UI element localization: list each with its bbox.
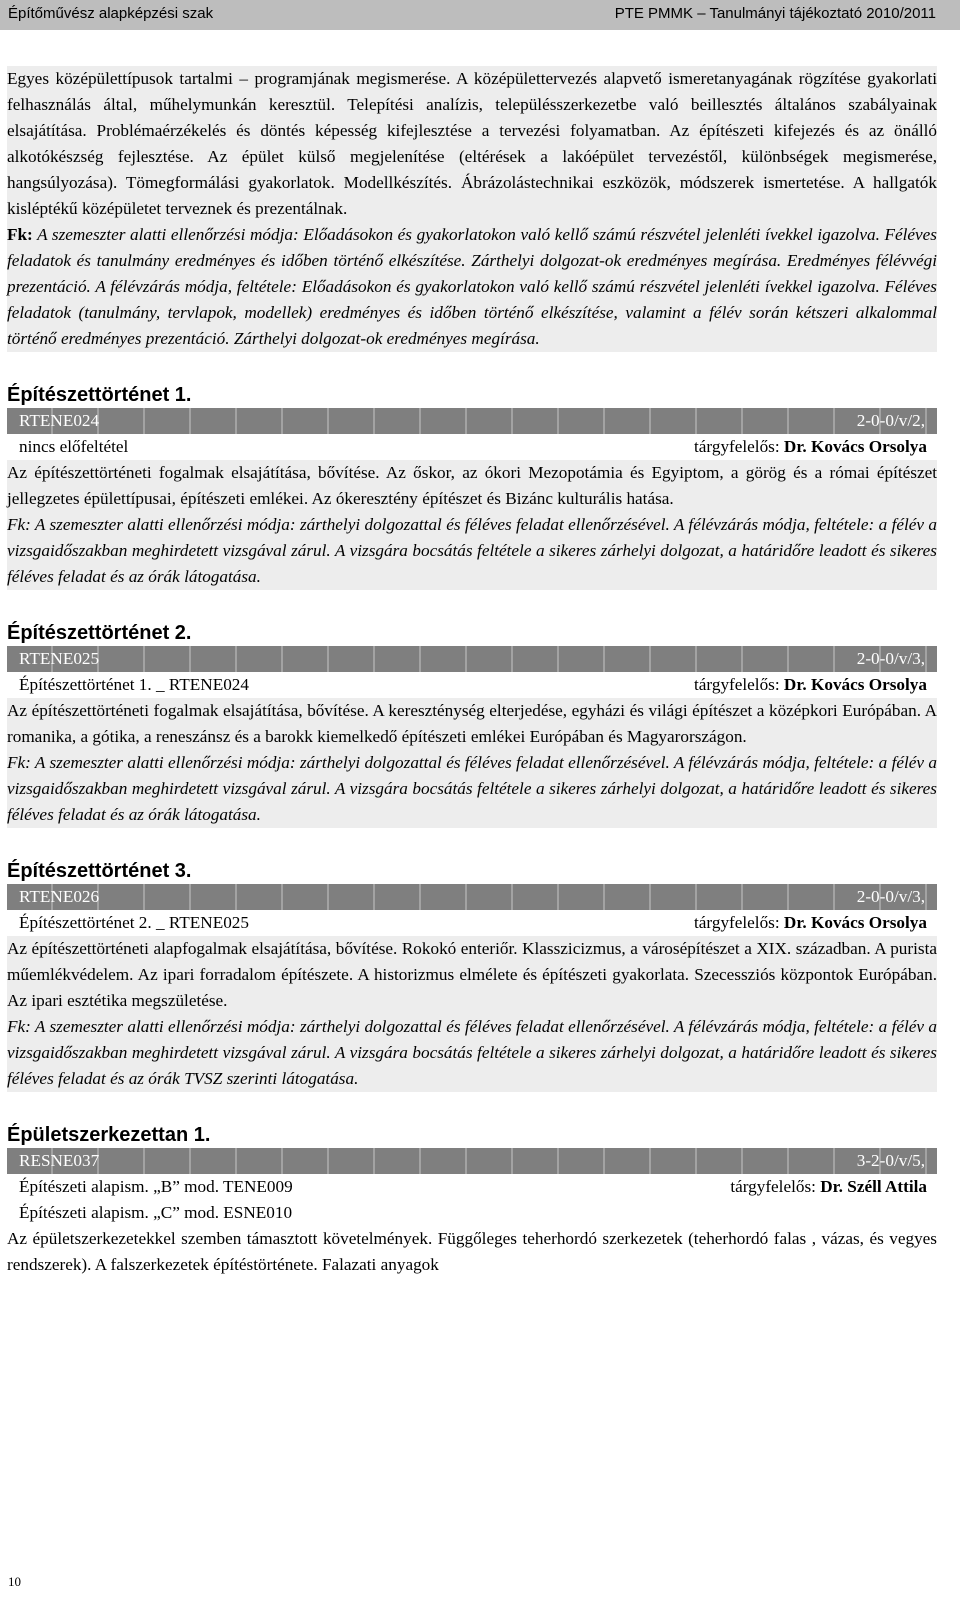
course-code: RTENE026	[19, 887, 100, 906]
prereq-row-2	[7, 1200, 937, 1226]
page-header	[0, 0, 960, 30]
course	[7, 858, 937, 1092]
course-code-bar	[7, 408, 937, 434]
resp-label: tárgyfelelős:	[694, 675, 784, 694]
course-prereq: Építészettörténet 1. _ RTENE024	[19, 675, 249, 694]
resp-name: Dr. Széll Attila	[820, 1177, 927, 1196]
course-prereq: Építészeti alapism. „B” mod. TENE009	[19, 1177, 293, 1196]
intro-text: Egyes középülettípusok tartalmi – programjának megismerése. A középülettervezés alapvető ismeretanyagának rögzítése gyakorlati felhasználás által, műhelymunkán keresztül. Telepítési analízis, településszerkezetbe való beillesztés általános szabályainak elsajátítása. Problémaérzékelés és döntés képesség kifejlesztése a tervezési folyamatban. Az építészeti kifejezés és az önálló alkotókészség fejlesztése. Az épület külső megjelenítése (eltérések a lakóépület tervezéstől, különbségek megismerése, hangsúlyozása). Tömegformálási gyakorlatok. Modellkészítés. Ábrázolástechnikai eszközök, módszerek ismertetése. A hallgatók kisléptékű középületet terveznek és prezentálnak.	[7, 69, 937, 218]
prereq-row	[7, 672, 937, 698]
course	[7, 1122, 937, 1278]
prereq-row	[7, 1174, 937, 1200]
course	[7, 620, 937, 828]
resp-name: Dr. Kovács Orsolya	[783, 675, 927, 694]
course-desc-block	[7, 1226, 937, 1278]
course-description: Az építészettörténeti fogalmak elsajátítása, bővítése. Az őskor, az ókori Mezopotámia és Egyiptom, a görög és a római építészet jellegzetes épülettípusai, építészeti emlékei. Az ókeresztény építészet és Bizánc kulturális hatása.	[7, 463, 937, 508]
course-code-bar	[7, 1148, 937, 1174]
course-title: Épületszerkezettan 1.	[7, 1124, 211, 1146]
page-content	[7, 66, 937, 1278]
course-code: RTENE025	[19, 649, 100, 668]
fk-label: Fk:	[7, 225, 33, 244]
resp-name: Dr. Kovács Orsolya	[783, 437, 927, 456]
intro-block	[7, 66, 937, 352]
course-description: Az építészettörténeti alapfogalmak elsajátítása, bővítése. Rokokó enteriőr. Klasszicizmus, a városépítészet a XIX. században. A purista műemlékvédelem. Az ipari forradalom építészete. A historizmus elmélete és építészeti gyakorlata. Szecessziós központok Európában. Az ipari esztétika megszületése.	[7, 939, 937, 1010]
course-desc-block	[7, 936, 937, 1092]
resp-label: tárgyfelelős:	[694, 913, 784, 932]
course-prereq-2: Építészeti alapism. „C” mod. ESNE010	[19, 1203, 293, 1222]
course-title: Építészettörténet 3.	[7, 860, 192, 882]
course-code: RTENE024	[19, 411, 100, 430]
course-responsible	[694, 910, 927, 936]
course-fk: Fk: A szemeszter alatti ellenőrzési módja: zárthelyi dolgozattal és féléves feladat ellenőrzésével. A félévzárás módja, feltétele: a félév a vizsgaidőszakban meghirdetett vizsgával zárul. A vizsgára bocsátás feltétele a sikeres zárhelyi dolgozat, a határidőre leadott és sikeres féléves feladat és az órák látogatása.	[7, 515, 937, 586]
course-code-bar	[7, 646, 937, 672]
course-description: Az épületszerkezetekkel szemben támasztott követelmények. Függőleges teherhordó szerkezetek (teherhordó falas , vázas, és vegyes rendszerek). A falszerkezetek építéstörténete. Falazati anyagok	[7, 1229, 937, 1274]
prereq-row	[7, 434, 937, 460]
course-responsible	[694, 434, 927, 460]
course-title: Építészettörténet 1.	[7, 384, 192, 406]
course-code: RESNE037	[19, 1151, 100, 1170]
course-credits: 3-2-0/v/5,	[856, 1151, 925, 1170]
course-desc-block	[7, 460, 937, 590]
course-code-bar	[7, 884, 937, 910]
course-prereq: nincs előfeltétel	[19, 437, 129, 456]
course-description: Az építészettörténeti fogalmak elsajátítása, bővítése. A kereszténység elterjedése, egyházi és világi építészet a középkori Európában. A romanika, a gótika, a reneszánsz és a barokk kiemelkedő építészeti emlékei Európában és Magyarországon.	[7, 701, 937, 746]
course-credits: 2-0-0/v/3,	[856, 887, 925, 906]
course-prereq: Építészettörténet 2. _ RTENE025	[19, 913, 249, 932]
course-responsible	[694, 672, 927, 698]
course-credits: 2-0-0/v/2,	[856, 411, 925, 430]
resp-name: Dr. Kovács Orsolya	[783, 913, 927, 932]
course	[7, 382, 937, 590]
intro-fk	[7, 222, 937, 352]
header-right: PTE PMMK – Tanulmányi tájékoztató 2010/2011	[614, 5, 936, 22]
prereq-row	[7, 910, 937, 936]
course-fk: Fk: A szemeszter alatti ellenőrzési módja: zárthelyi dolgozattal és féléves feladat ellenőrzésével. A félévzárás módja, feltétele: a félév a vizsgaidőszakban meghirdetett vizsgával zárul. A vizsgára bocsátás feltétele a sikeres zárhelyi dolgozat, a határidőre leadott és sikeres féléves feladat és az órák TVSZ szerinti látogatása.	[7, 1017, 937, 1088]
course-credits: 2-0-0/v/3,	[856, 649, 925, 668]
course-desc-block	[7, 698, 937, 828]
page-number: 10	[8, 1574, 21, 1589]
course-responsible	[730, 1174, 927, 1200]
resp-label: tárgyfelelős:	[730, 1177, 821, 1196]
course-fk: Fk: A szemeszter alatti ellenőrzési módja: zárthelyi dolgozattal és féléves feladat ellenőrzésével. A félévzárás módja, feltétele: a félév a vizsgaidőszakban meghirdetett vizsgával zárul. A vizsgára bocsátás feltétele a sikeres zárhelyi dolgozat, a határidőre leadott és sikeres féléves feladat és az órák látogatása.	[7, 753, 937, 824]
header-left: Építőművész alapképzési szak	[8, 5, 214, 22]
resp-label: tárgyfelelős:	[694, 437, 784, 456]
course-title: Építészettörténet 2.	[7, 622, 192, 644]
fk-text: A szemeszter alatti ellenőrzési módja: Előadásokon és gyakorlatokon való kellő számú részvétel jelenléti ívekkel igazolva. Féléves feladatok és tanulmány eredményes és időben történő elkészítése. Zárthelyi dolgozat-ok eredményes megírása. Eredményes félévvégi prezentáció. A félévzárás módja, feltétele: Előadásokon és gyakorlatokon való kellő számú részvétel jelenléti ívekkel igazolva. Féléves feladatok (tanulmány, tervlapok, modellek) eredményes és időben történő elkészítése, valamint a félév során kétszeri alkalommal történő eredményes prezentáció. Zárthelyi dolgozat-ok eredményes megírása.	[7, 225, 937, 348]
